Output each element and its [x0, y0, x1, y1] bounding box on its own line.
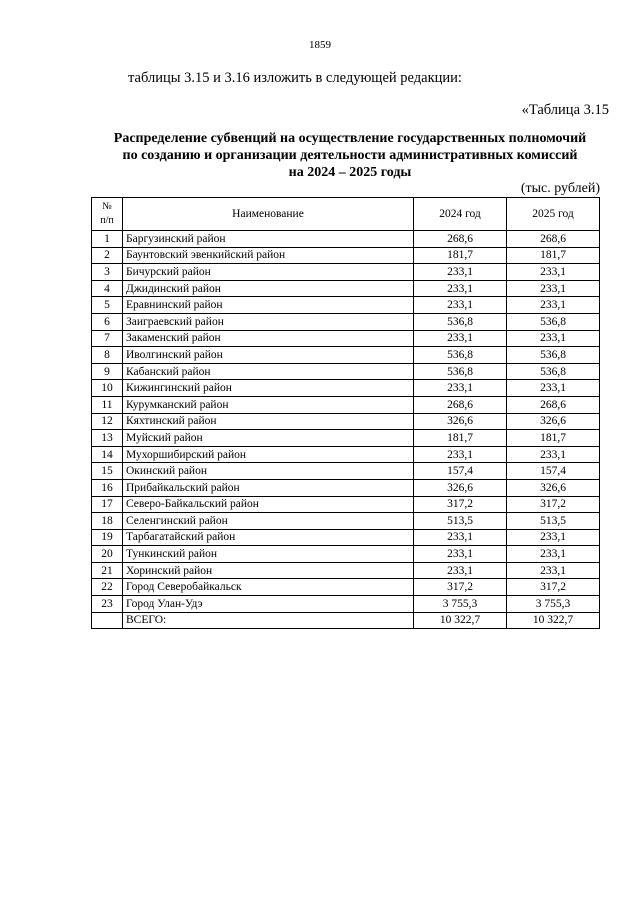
- header-year-2025: 2025 год: [507, 198, 600, 231]
- row-number-cell: 11: [92, 396, 123, 413]
- row-value-2025-cell: 157,4: [507, 463, 600, 480]
- row-value-2024-cell: 3 755,3: [414, 596, 507, 613]
- row-value-2024-cell: 233,1: [414, 264, 507, 281]
- row-name-cell: Окинский район: [123, 463, 414, 480]
- table-row: [92, 430, 600, 447]
- table-row: [92, 513, 600, 530]
- row-value-2024-cell: 268,6: [414, 231, 507, 248]
- row-value-2025-cell: 536,8: [507, 363, 600, 380]
- row-value-2024-cell: 326,6: [414, 479, 507, 496]
- row-value-2025-cell: 233,1: [507, 280, 600, 297]
- row-value-2024-cell: 317,2: [414, 579, 507, 596]
- row-value-2025-cell: 233,1: [507, 264, 600, 281]
- row-name-cell: Муйский район: [123, 430, 414, 447]
- row-number-cell: 20: [92, 546, 123, 563]
- row-number-cell: 17: [92, 496, 123, 513]
- table-row: [92, 413, 600, 430]
- table-row: [92, 529, 600, 546]
- table-reference: «Таблица 3.15: [521, 102, 609, 118]
- row-value-2024-cell: 536,8: [414, 347, 507, 364]
- row-name-cell: Прибайкальский район: [123, 479, 414, 496]
- header-number-symbol: №: [102, 201, 112, 212]
- row-number-cell: 13: [92, 430, 123, 447]
- row-name-cell: Баунтовский эвенкийский район: [123, 247, 414, 264]
- table-row: [92, 463, 600, 480]
- row-number-cell: 15: [92, 463, 123, 480]
- row-value-2025-cell: 233,1: [507, 380, 600, 397]
- table-total-row: [92, 612, 600, 629]
- row-number-cell: 8: [92, 347, 123, 364]
- row-number-cell: 9: [92, 363, 123, 380]
- subventions-table: [91, 197, 600, 629]
- row-name-cell: Закаменский район: [123, 330, 414, 347]
- row-value-2025-cell: 326,6: [507, 413, 600, 430]
- row-value-2025-cell: 233,1: [507, 330, 600, 347]
- table-row: [92, 396, 600, 413]
- row-value-2025-cell: 536,8: [507, 347, 600, 364]
- row-number-cell: 10: [92, 380, 123, 397]
- header-name: Наименование: [123, 198, 414, 231]
- row-number-cell: 23: [92, 596, 123, 613]
- row-value-2025-cell: 268,6: [507, 396, 600, 413]
- row-value-2025-cell: 181,7: [507, 430, 600, 447]
- row-name-cell: Мухоршибирский район: [123, 446, 414, 463]
- row-number-cell: 2: [92, 247, 123, 264]
- row-number-cell: 16: [92, 479, 123, 496]
- table-row: [92, 231, 600, 248]
- row-name-cell: Город Улан-Удэ: [123, 596, 414, 613]
- table-body: [92, 231, 600, 629]
- table-row: [92, 347, 600, 364]
- row-name-cell: Курумканский район: [123, 396, 414, 413]
- table-row: [92, 280, 600, 297]
- row-number-cell: 6: [92, 313, 123, 330]
- row-value-2024-cell: 233,1: [414, 330, 507, 347]
- row-name-cell: Селенгинский район: [123, 513, 414, 530]
- row-value-2025-cell: 233,1: [507, 562, 600, 579]
- row-name-cell: ВСЕГО:: [123, 612, 414, 629]
- row-number-cell: 21: [92, 562, 123, 579]
- table-row: [92, 579, 600, 596]
- row-number-cell: 12: [92, 413, 123, 430]
- row-number-cell: 22: [92, 579, 123, 596]
- table-row: [92, 546, 600, 563]
- table-row: [92, 297, 600, 314]
- row-value-2025-cell: 513,5: [507, 513, 600, 530]
- row-value-2024-cell: 233,1: [414, 280, 507, 297]
- row-name-cell: Северо-Байкальский район: [123, 496, 414, 513]
- row-number-cell: 5: [92, 297, 123, 314]
- row-value-2024-cell: 157,4: [414, 463, 507, 480]
- row-value-2025-cell: 233,1: [507, 529, 600, 546]
- row-value-2025-cell: 536,8: [507, 313, 600, 330]
- row-value-2025-cell: 233,1: [507, 446, 600, 463]
- row-name-cell: Баргузинский район: [123, 231, 414, 248]
- row-name-cell: Город Северобайкальск: [123, 579, 414, 596]
- row-value-2025-cell: 268,6: [507, 231, 600, 248]
- row-value-2024-cell: 233,1: [414, 380, 507, 397]
- row-name-cell: Еравнинский район: [123, 297, 414, 314]
- table-header-row: [92, 198, 600, 231]
- row-value-2024-cell: 233,1: [414, 546, 507, 563]
- table-title: [60, 130, 640, 181]
- row-number-cell: 19: [92, 529, 123, 546]
- table-row: [92, 363, 600, 380]
- row-name-cell: Иволгинский район: [123, 347, 414, 364]
- page-number: 1859: [309, 39, 331, 51]
- row-value-2024-cell: 513,5: [414, 513, 507, 530]
- row-value-2024-cell: 536,8: [414, 363, 507, 380]
- row-number-cell: 14: [92, 446, 123, 463]
- table-row: [92, 330, 600, 347]
- table-row: [92, 264, 600, 281]
- units-label: (тыс. рублей): [520, 181, 600, 196]
- row-name-cell: Бичурский район: [123, 264, 414, 281]
- row-value-2024-cell: 233,1: [414, 297, 507, 314]
- table-row: [92, 313, 600, 330]
- row-name-cell: Заиграевский район: [123, 313, 414, 330]
- row-value-2025-cell: 317,2: [507, 579, 600, 596]
- table-row: [92, 562, 600, 579]
- row-name-cell: Кабанский район: [123, 363, 414, 380]
- row-name-cell: Джидинский район: [123, 280, 414, 297]
- table-row: [92, 380, 600, 397]
- row-name-cell: Кяхтинский район: [123, 413, 414, 430]
- row-value-2024-cell: 233,1: [414, 529, 507, 546]
- intro-text: таблицы 3.15 и 3.16 изложить в следующей редакции:: [128, 70, 462, 86]
- row-value-2024-cell: 233,1: [414, 562, 507, 579]
- row-number-cell: 7: [92, 330, 123, 347]
- table-row: [92, 247, 600, 264]
- table-row: [92, 596, 600, 613]
- table-row: [92, 446, 600, 463]
- row-value-2025-cell: 317,2: [507, 496, 600, 513]
- table-row: [92, 479, 600, 496]
- row-value-2025-cell: 10 322,7: [507, 612, 600, 629]
- row-value-2024-cell: 536,8: [414, 313, 507, 330]
- title-line-2: по созданию и организации деятельности административных комиссий: [122, 148, 578, 163]
- row-number-cell: 3: [92, 264, 123, 281]
- row-number-cell: 4: [92, 280, 123, 297]
- header-year-2024: 2024 год: [414, 198, 507, 231]
- header-number: [92, 198, 123, 231]
- row-name-cell: Хоринский район: [123, 562, 414, 579]
- row-value-2024-cell: 10 322,7: [414, 612, 507, 629]
- title-line-1: Распределение субвенций на осуществление государственных полномочий: [113, 131, 587, 146]
- row-value-2025-cell: 233,1: [507, 297, 600, 314]
- title-line-3: на 2024 – 2025 годы: [288, 165, 412, 180]
- row-value-2024-cell: 233,1: [414, 446, 507, 463]
- header-number-pp: п/п: [100, 215, 114, 226]
- row-value-2025-cell: 3 755,3: [507, 596, 600, 613]
- row-value-2025-cell: 181,7: [507, 247, 600, 264]
- row-value-2025-cell: 233,1: [507, 546, 600, 563]
- table-row: [92, 496, 600, 513]
- row-name-cell: Тарбагатайский район: [123, 529, 414, 546]
- row-number-cell: 1: [92, 231, 123, 248]
- row-name-cell: Кижингинский район: [123, 380, 414, 397]
- row-number-cell: [92, 612, 123, 629]
- row-value-2024-cell: 268,6: [414, 396, 507, 413]
- row-value-2024-cell: 181,7: [414, 430, 507, 447]
- row-value-2024-cell: 317,2: [414, 496, 507, 513]
- row-value-2024-cell: 326,6: [414, 413, 507, 430]
- row-value-2025-cell: 326,6: [507, 479, 600, 496]
- row-value-2024-cell: 181,7: [414, 247, 507, 264]
- row-number-cell: 18: [92, 513, 123, 530]
- row-name-cell: Тункинский район: [123, 546, 414, 563]
